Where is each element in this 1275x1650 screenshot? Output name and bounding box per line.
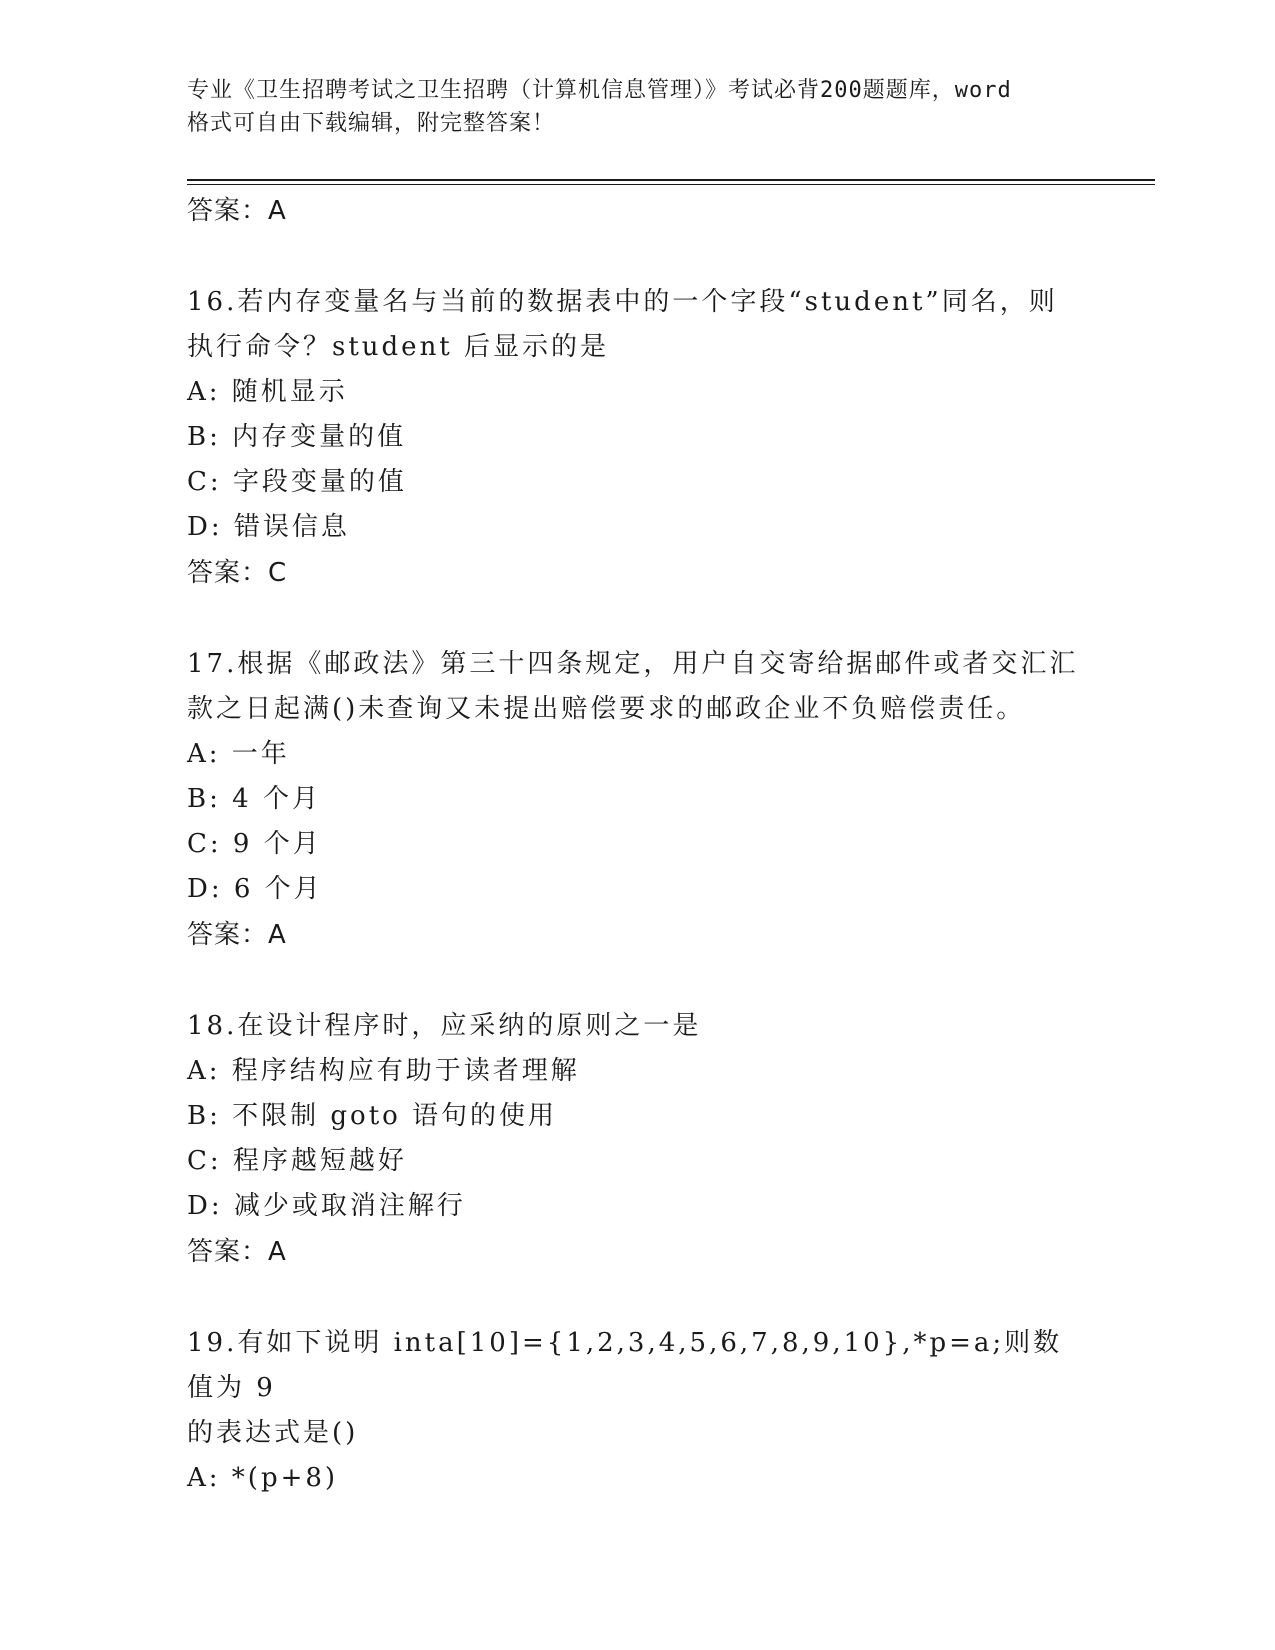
option-b: B: 4 个月: [187, 784, 321, 814]
question-list: [187, 188, 1087, 1501]
header-line-1: 专业《卫生招聘考试之卫生招聘（计算机信息管理）》考试必背200题题库，word: [187, 78, 1012, 103]
option-d: D: 6 个月: [187, 874, 323, 904]
option-b: B: 不限制 goto 语句的使用: [187, 1101, 558, 1131]
option-c: C: 程序越短越好: [187, 1146, 407, 1176]
question-stem: 19.有如下说明 inta[10]={1,2,3,4,5,6,7,8,9,10},*p=a;则数值为 9 的表达式是(): [187, 1328, 1063, 1448]
option-a: A: *(p+8): [187, 1463, 339, 1493]
previous-answer: 答案：A: [187, 196, 287, 226]
question-17: [187, 642, 1087, 958]
option-c: C: 字段变量的值: [187, 467, 407, 497]
document-header: [187, 74, 1087, 140]
answer: 答案：A: [187, 1237, 287, 1267]
option-b: B: 内存变量的值: [187, 422, 407, 452]
option-d: D: 错误信息: [187, 512, 350, 542]
answer: 答案：C: [187, 558, 288, 588]
question-19: [187, 1321, 1087, 1501]
question-stem: 18.在设计程序时，应采纳的原则之一是: [187, 1011, 702, 1041]
header-divider: [187, 179, 1155, 181]
question-stem: 17.根据《邮政法》第三十四条规定，用户自交寄给据邮件或者交汇汇 款之日起满()未查询又未提出赔偿要求的邮政企业不负赔偿责任。: [187, 649, 1079, 724]
header-line-2: 格式可自由下载编辑，附完整答案！: [187, 111, 556, 136]
option-a: A: 随机显示: [187, 377, 348, 407]
question-stem: 16.若内存变量名与当前的数据表中的一个字段“student”同名，则 执行命令？student 后显示的是: [187, 287, 1058, 362]
header-divider-thin: [187, 184, 1155, 185]
option-c: C: 9 个月: [187, 829, 322, 859]
option-d: D: 减少或取消注解行: [187, 1191, 466, 1221]
answer: 答案：A: [187, 920, 287, 950]
option-a: A: 程序结构应有助于读者理解: [187, 1056, 580, 1086]
question-16: [187, 280, 1087, 596]
question-18: [187, 1004, 1087, 1275]
option-a: A: 一年: [187, 739, 290, 769]
